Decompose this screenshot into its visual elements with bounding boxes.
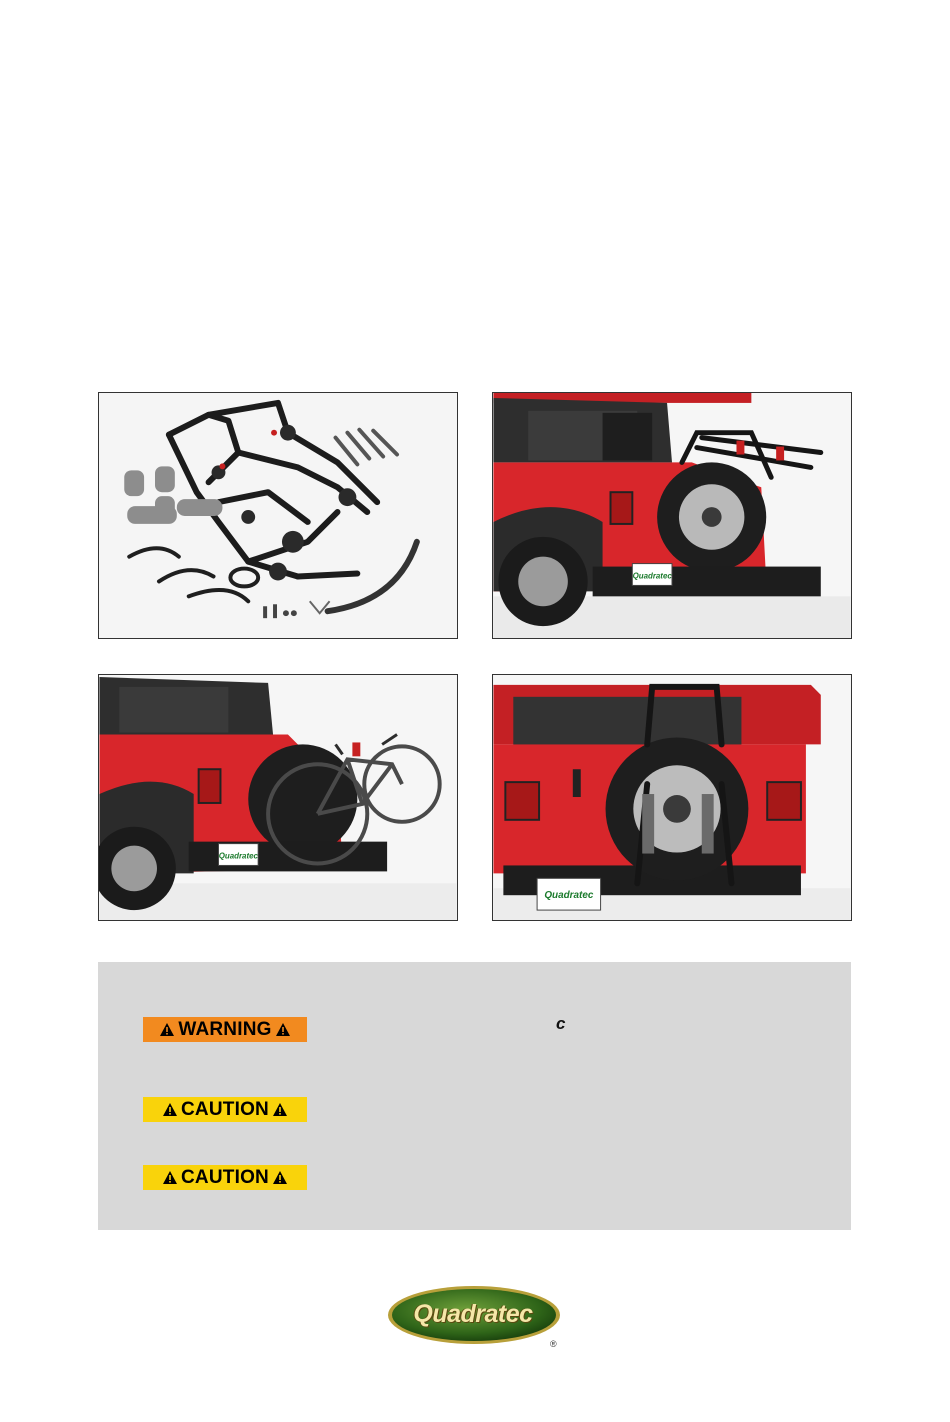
plate-text: Quadratec xyxy=(544,890,594,902)
jeep-side-illustration xyxy=(493,393,851,638)
safety-warning-panel xyxy=(98,962,851,1230)
caution-label xyxy=(143,1097,307,1122)
warning-label xyxy=(143,1017,307,1042)
stray-character: c xyxy=(556,1014,566,1033)
photo-jeep-with-bicycle xyxy=(98,674,458,921)
kit-parts-illustration xyxy=(99,393,457,638)
warning-triangle-icon xyxy=(272,1170,288,1185)
warning-triangle-icon xyxy=(159,1022,175,1037)
warning-triangle-icon xyxy=(162,1102,178,1117)
warning-triangle-icon xyxy=(275,1022,291,1037)
plate-text: Quadratec xyxy=(218,851,258,861)
photo-kit-parts xyxy=(98,392,458,639)
registered-mark: ® xyxy=(550,1339,557,1349)
jeep-bicycle-illustration xyxy=(99,675,457,920)
warning-text: WARNING xyxy=(178,1018,272,1040)
warning-triangle-icon xyxy=(272,1102,288,1117)
photo-jeep-rear-view xyxy=(492,674,852,921)
warning-triangle-icon xyxy=(162,1170,178,1185)
quadratec-logo xyxy=(386,1284,566,1350)
logo-wordmark: Quadratec xyxy=(413,1300,533,1328)
photo-jeep-side-view xyxy=(492,392,852,639)
caution-label xyxy=(143,1165,307,1190)
jeep-rear-illustration xyxy=(493,675,851,920)
caution-text: CAUTION xyxy=(181,1166,269,1188)
caution-text: CAUTION xyxy=(181,1098,269,1120)
plate-text: Quadratec xyxy=(632,571,672,581)
